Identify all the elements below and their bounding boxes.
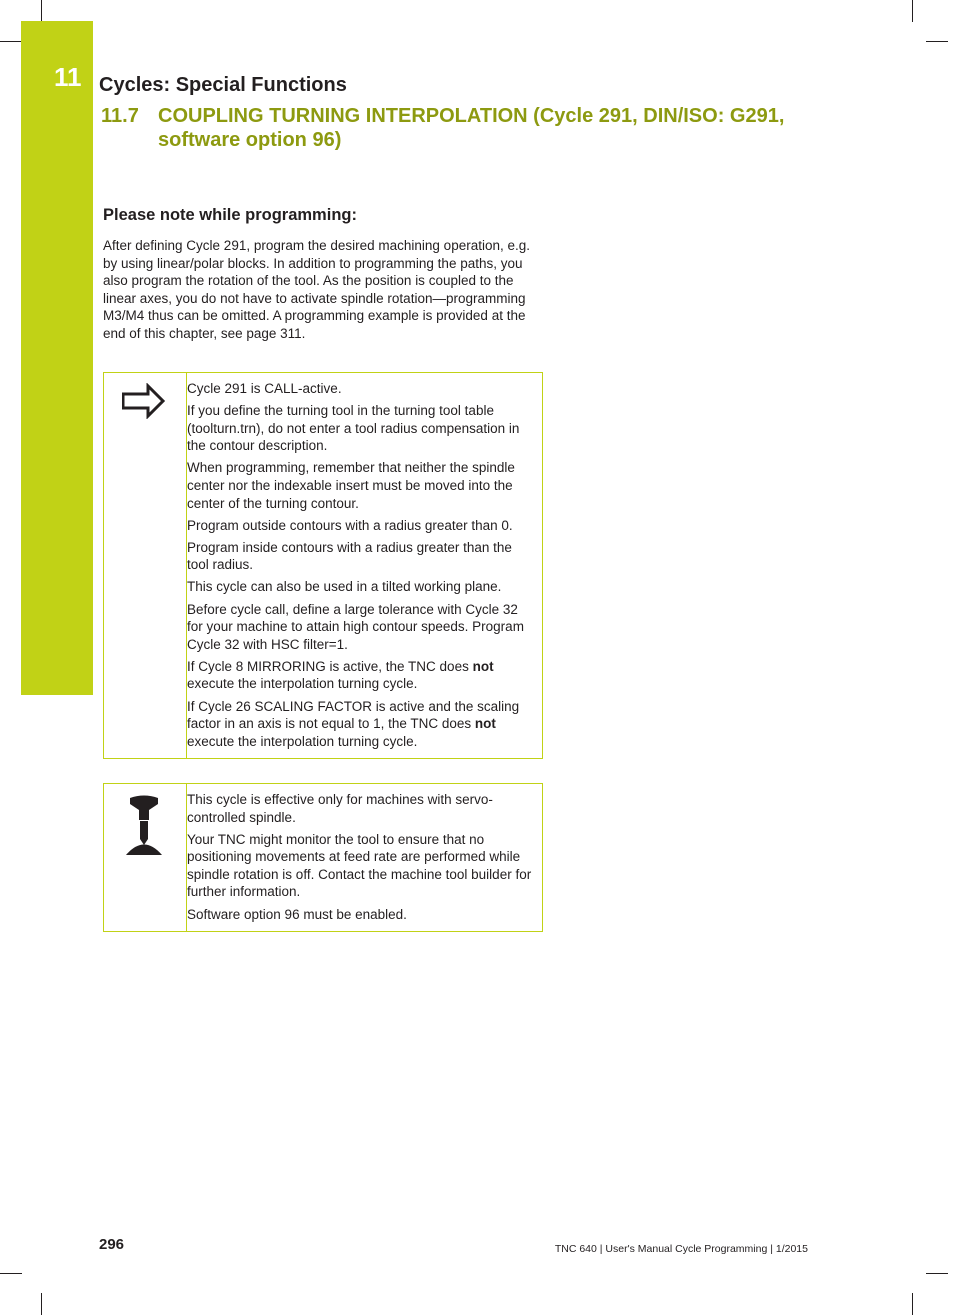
note-content <box>187 373 542 758</box>
note-item: Your TNC might monitor the tool to ensure that no positioning movements at feed rate are performed while spindle rotation is off. Contact the machine tool builder for further information. <box>187 831 532 900</box>
note-divider <box>186 373 187 758</box>
note-divider <box>186 784 187 931</box>
chapter-title: Cycles: Special Functions <box>99 74 347 96</box>
crop-mark <box>41 0 42 22</box>
crop-mark <box>926 41 948 42</box>
note-item: When programming, remember that neither the spindle center nor the indexable insert must be moved into the center of the turning contour. <box>187 460 515 511</box>
chapter-number: 11 <box>54 62 82 92</box>
note-item: Cycle 291 is CALL-active. <box>187 381 342 396</box>
note-item: Before cycle call, define a large tolerance with Cycle 32 for your machine to attain high contour speeds. Program Cycle 32 with HSC filter=1. <box>187 601 524 652</box>
note-item: Program outside contours with a radius greater than 0. <box>187 517 513 533</box>
crop-mark <box>912 0 913 22</box>
sub-heading: Please note while programming: <box>103 206 357 224</box>
note-item-mirroring: If Cycle 8 MIRRORING is active, the TNC does not execute the interpolation turning cycle. <box>187 658 494 692</box>
note-item: Software option 96 must be enabled. <box>187 906 407 922</box>
crop-mark <box>41 1293 42 1315</box>
machine-tool-icon <box>124 794 164 858</box>
crop-mark <box>926 1273 948 1274</box>
note-item-scaling: If Cycle 26 SCALING FACTOR is active and the scaling factor in an axis is not equal to 1, the TNC does not execute the interpolation turning cycle. <box>187 698 520 749</box>
footer-publication: TNC 640 | User's Manual Cycle Programming | 1/2015 <box>554 1243 808 1255</box>
section-number: 11.7 <box>101 105 139 127</box>
arrow-right-icon <box>122 383 166 419</box>
page-number: 296 <box>99 1236 125 1253</box>
crop-mark <box>912 1293 913 1315</box>
note-item: This cycle can also be used in a tilted working plane. <box>187 579 502 595</box>
note-icon-column <box>104 784 186 931</box>
crop-mark <box>0 1273 22 1274</box>
note-item: This cycle is effective only for machines with servo-controlled spindle. <box>187 792 493 825</box>
note-box-programming <box>103 372 543 759</box>
chapter-tab <box>21 21 93 695</box>
note-box-machine <box>103 783 543 932</box>
note-icon-column <box>104 373 186 758</box>
section-title: COUPLING TURNING INTERPOLATION (Cycle 291, DIN/ISO: G291, software option 96) <box>158 105 785 151</box>
note-item: Program inside contours with a radius greater than the tool radius. <box>187 539 512 573</box>
crop-mark <box>0 41 22 42</box>
intro-text: After defining Cycle 291, program the desired machining operation, e.g. by using linear/polar blocks. In addition to programming the paths, you also program the rotation of the tool. As the position is coupled to the linear axes, you do not have to activate spindle rotation—programming M3/M4 thus can be omitted. A programming example is provided at the end of this chapter, see page 311. <box>103 238 530 341</box>
intro-paragraph <box>103 237 543 343</box>
note-item: If you define the turning tool in the turning tool table (toolturn.trn), do not enter a tool radius compensation in the contour description. <box>187 403 520 454</box>
note-content <box>187 784 542 931</box>
